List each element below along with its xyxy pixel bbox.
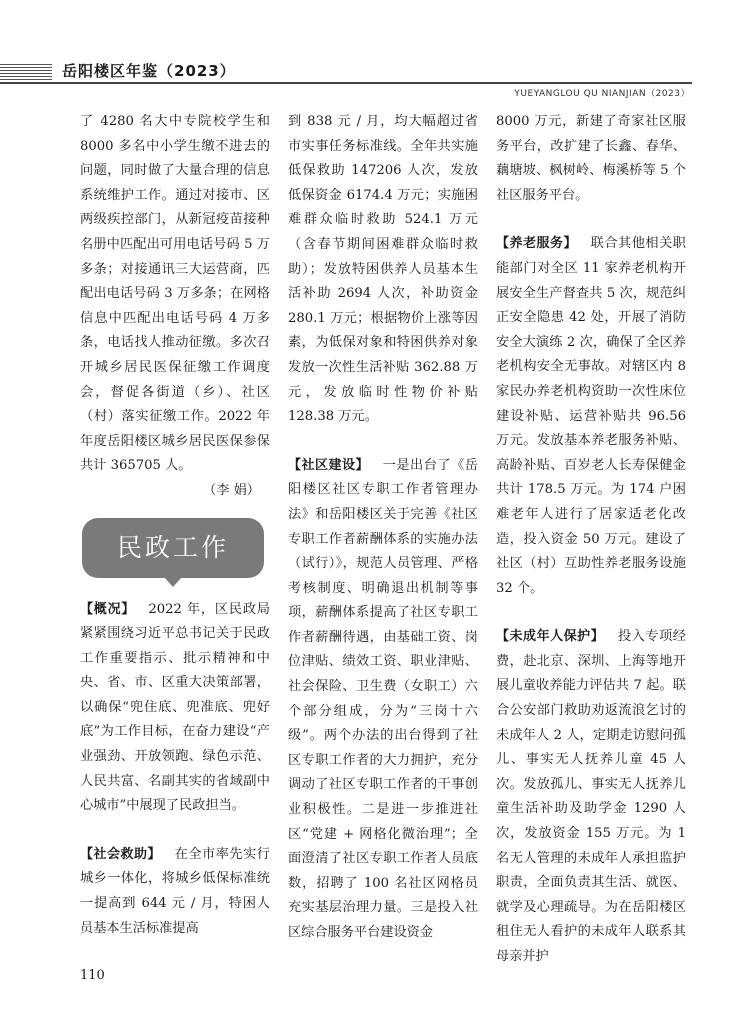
paragraph: 了 4280 名大中专院校学生和 8000 多名中小学生缴不进去的问题，同时做了大量合理的信息系统维护工作。通过对接市、区两级疾控部门，从新冠疫苗接种名册中匹配出可用电话号码 5 万多条；对接通讯三大运营商，匹配出电话号码 3 万多条；在网格信息中匹配出电话号码 4 万多条，电话找人推动征缴。多次召开城乡居民医保征缴工作调度会，督促各街道（乡）、社区（村）落实征缴工作。2022 年年度岳阳楼区城乡居民医保参保共计 365705 人。 (80, 114, 270, 474)
column-left (80, 110, 270, 941)
paragraph (496, 232, 686, 601)
column-right (496, 110, 686, 970)
subsection-heading: 【未成年人保护】 (496, 629, 605, 645)
paragraph (80, 598, 270, 819)
paragraph: 到 838 元 / 月，均大幅超过省市实事任务标准线。全年共实施低保救助 147206 人次，发放低保资金 6174.4 万元；实施困难群众临时救助 524.1 万元（含春节期间困难群众临时救助）；发放特困供养人员基本生活补助 2694 人次，补助资金 280.1 万元；根据物价上涨等因素，为低保对象和特困供养对象发放一次性生活补贴 362.88 万元，发放临时性物价补贴 128.38 万元。 (288, 114, 478, 425)
paragraph: 8000 万元，新建了奇家社区服务平台，改扩建了长鑫、春华、藕塘坡、枫树岭、梅溪桥等 5 个社区服务平台。 (496, 114, 686, 203)
author-credit: （李 娟） (203, 482, 260, 498)
subsection-heading: 【社区建设】 (288, 457, 369, 473)
paragraph (80, 843, 270, 941)
column-middle (288, 110, 478, 946)
paragraph (496, 625, 686, 969)
paragraph (288, 454, 478, 946)
paragraph-text: 投入专项经费，赴北京、深圳、上海等地开展儿童收养能力评估共 7 起。联合公安部门救助劝返流浪乞讨的未成年人 2 人，定期走访慰问孤儿、事实无人抚养儿童 45 人次。发放孤儿、事实无人抚养儿童生活补助及助学金 1290 人次，发放资金 155 万元。为 1 名无人管理的未成年人承担监护职责，全面负责其生活、就医、就学及心理疏导。为在岳阳楼区租住无人看护的未成年人联系其母亲并护 (496, 629, 686, 964)
paragraph-text: 在全市率先实行城乡一体化，将城乡低保标准统一提高到 644 元 / 月，特困人员基本生活标准提高 (80, 846, 270, 936)
header-rule (0, 82, 692, 84)
section-title-badge (82, 518, 264, 578)
header-stripes (0, 64, 52, 80)
paragraph-text: 联合其他相关职能部门对全区 11 家养老机构开展安全生产督查共 5 次，规范纠正安全隐患 42 处，开展了消防安全大演练 2 次，确保了全区养老机构安全无事故。对辖区内 8 家民办养老机构资助一次性床位建设补贴、运营补贴共 96.56 万元。发放基本养老服务补贴、高龄补贴、百岁老人长寿保健金共计 178.5 万元。为 174 户困难老年人进行了居家适老化改造，投入资金 50 万元。建设了社区（村）互助性养老服务设施 32 个。 (496, 236, 686, 596)
subsection-heading: 【概况】 (80, 601, 136, 617)
section-title: 民政工作 (116, 532, 229, 562)
paragraph-text: 2022 年，区民政局紧紧围绕习近平总书记关于民政工作重要指示、批示精神和中央、省、市、区重大决策部署，以确保“兜住底、兜准底、兜好底”为工作目标，在奋力建设“产业强劲、开放领跑、绿色示范、人民共富、名副其实的省域副中心城市”中展现了民政担当。 (80, 601, 270, 814)
running-header-subtitle: YUEYANGLOU QU NIANJIAN（2023） (514, 89, 690, 99)
subsection-heading: 【社会救助】 (80, 846, 161, 862)
page-number: 110 (80, 968, 105, 983)
running-header-title: 岳阳楼区年鉴（2023） (62, 62, 236, 80)
subsection-heading: 【养老服务】 (496, 236, 577, 252)
paragraph-text: 一是出台了《岳阳楼区社区专职工作者管理办法》和岳阳楼区关于完善《社区专职工作者薪酬体系的实施办法（试行）》，规范人员管理、严格考核制度、明确退出机制等事项，薪酬体系提高了社区专职工作者薪酬待遇，由基础工资、岗位津贴、绩效工资、职业津贴、社会保险、卫生费（女职工）六个部分组成，分为“三岗十六级”。两个办法的出台得到了社区专职工作者的大力拥护，充分调动了社区专职工作者的干事创业积极性。二是进一步推进社区“党建 + 网格化微治理”；全面澄清了社区专职工作者人员底数，招聘了 100 名社区网格员充实基层治理力量。三是投入社区综合服务平台建设资金 (288, 457, 478, 940)
